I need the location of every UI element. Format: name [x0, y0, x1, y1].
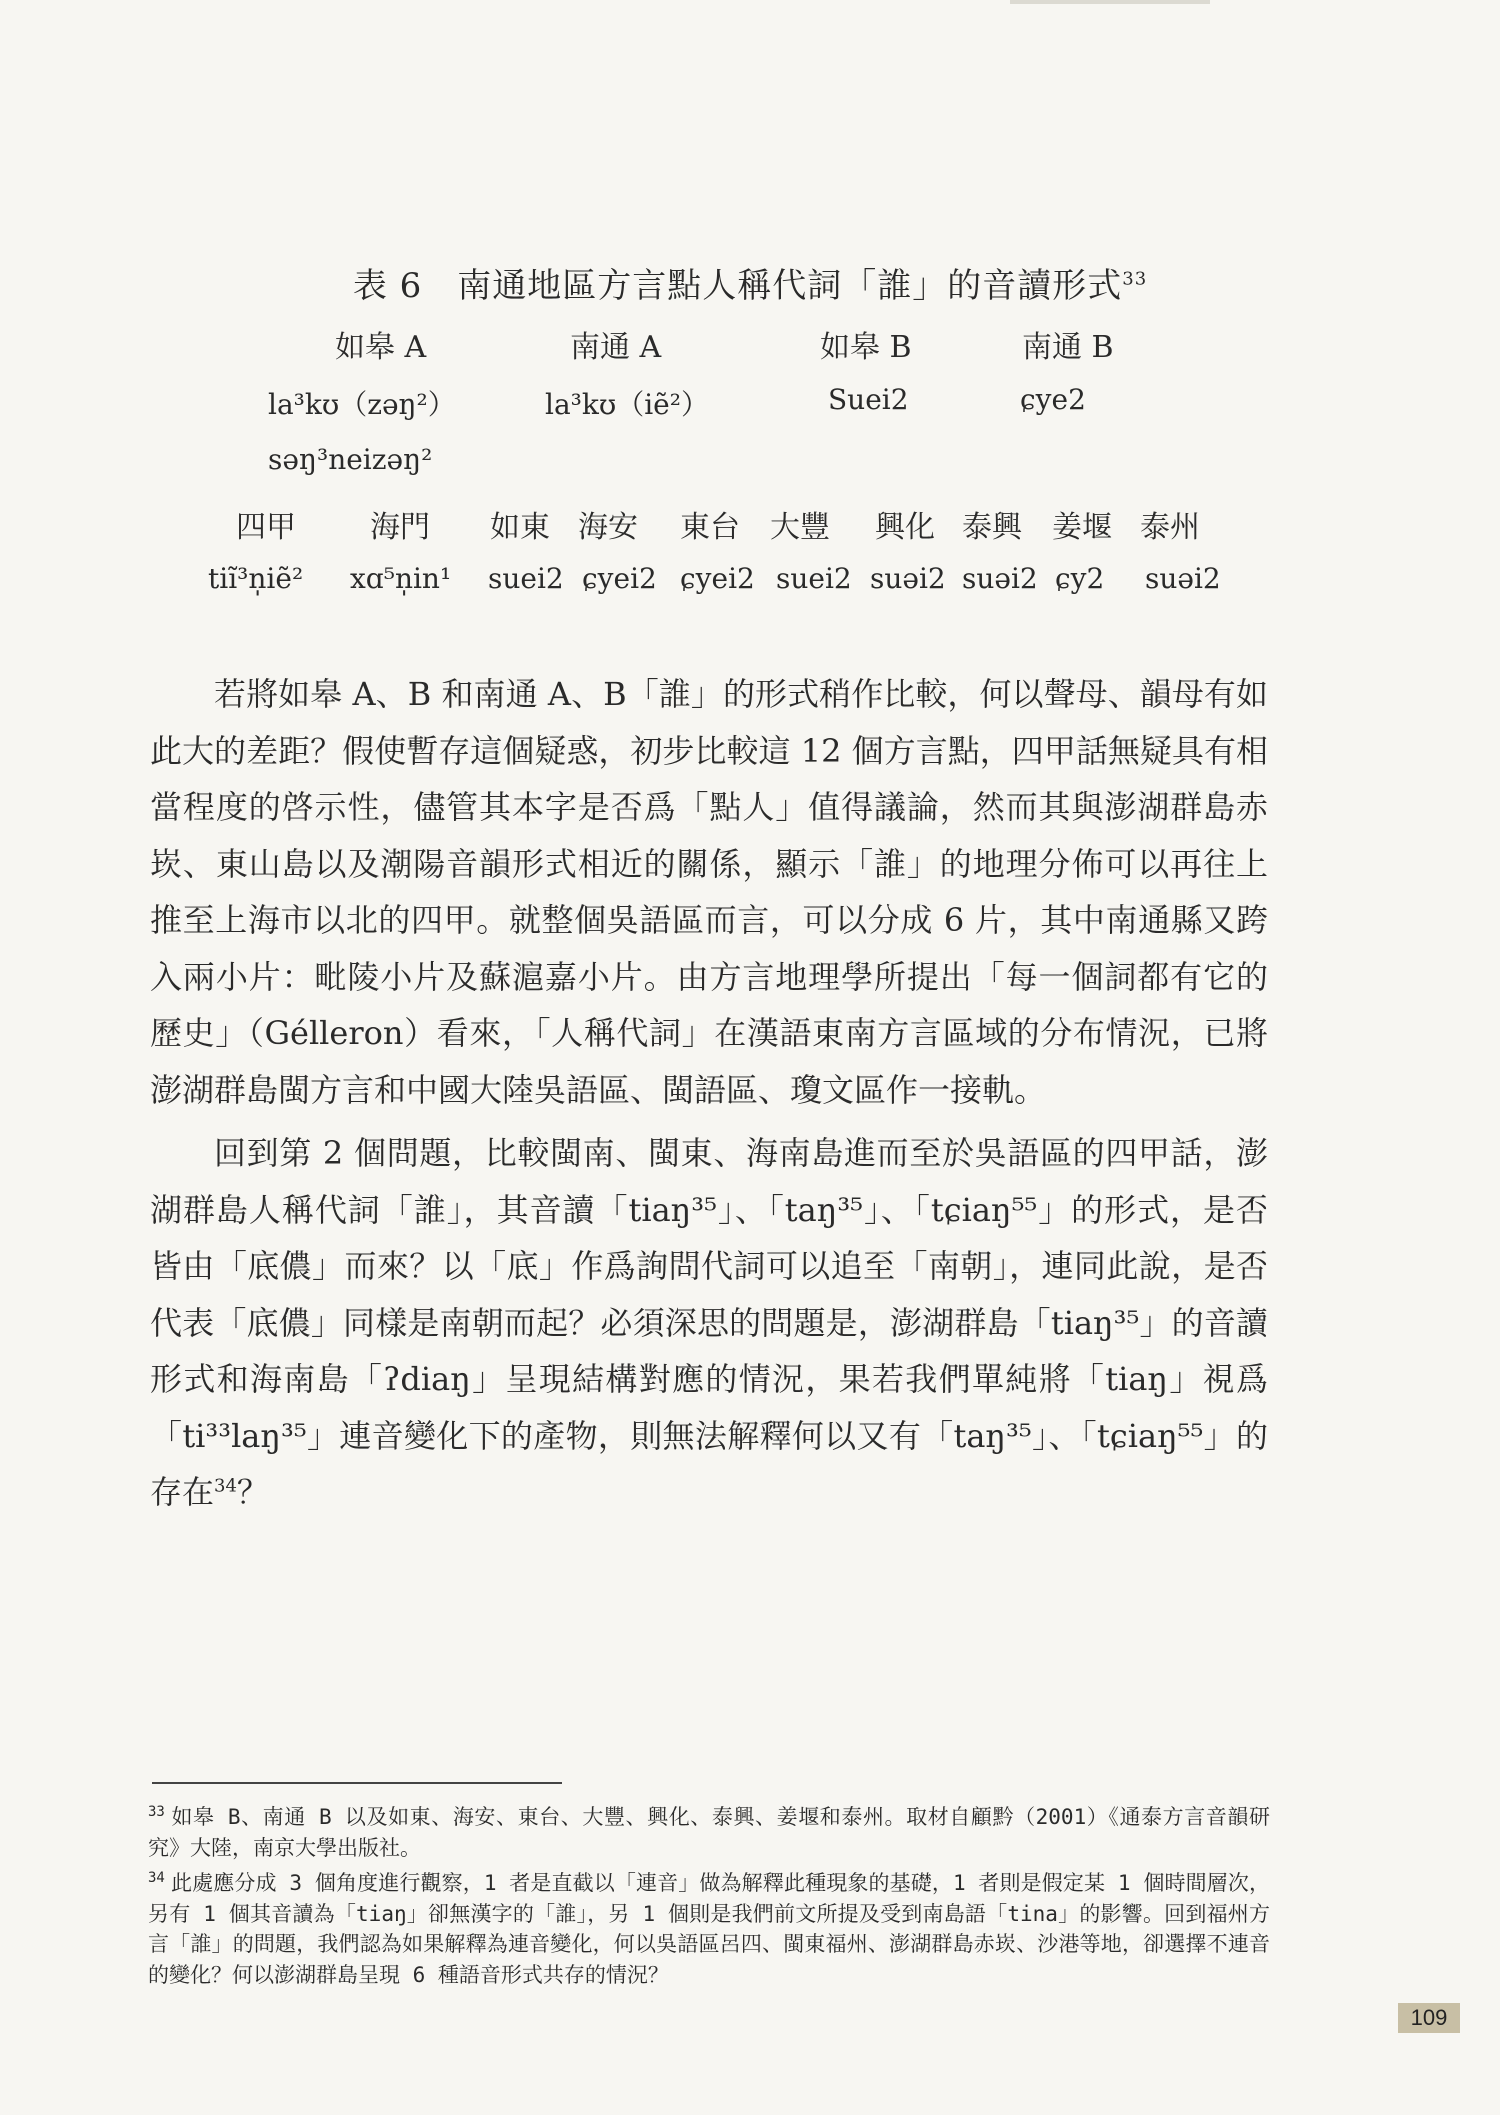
- footnote-34: [148, 1863, 1270, 1990]
- header-rudong: 如東: [490, 510, 550, 545]
- header-taixing: 泰興: [962, 510, 1022, 545]
- ipa-sijia: tiĩ³n̩iẽ²: [208, 562, 304, 595]
- ipa-taixing: suəi2: [962, 562, 1038, 595]
- footnote-33-number: 33: [148, 1804, 165, 1820]
- ipa-rugao-a: la³kʊ（zəŋ²）: [268, 388, 456, 421]
- header-xinghua: 興化: [875, 510, 935, 545]
- header-taizhou: 泰州: [1140, 510, 1200, 545]
- footnote-ref-34: 34: [214, 1475, 237, 1497]
- header-haimen: 海門: [370, 510, 430, 545]
- ipa-dafeng: suei2: [776, 562, 852, 595]
- ipa-rudong: suei2: [488, 562, 564, 595]
- footnote-34-number: 34: [148, 1870, 165, 1886]
- footnote-34-text: 此處應分成 3 個角度進行觀察，1 者是直截以「連音」做為解釋此種現象的基礎，1 者則是假定某 1 個時間層次，另有 1 個其音讀為「tiaŋ」卻無漢字的「誰」，另 1 個則是我們前文所提及受到南島語「tina」的影響。回到福州方言「誰」的問題，我們認為如果解釋為連音變化，何以吳語區呂四、閩東福州、澎湖群島赤崁、沙港等地，卻選擇不連音的變化？何以澎湖群島呈現 6 種語音形式共存的情況？: [148, 1871, 1270, 1987]
- ipa-haimen: xɑ⁵n̩in¹: [350, 562, 452, 595]
- ipa-xinghua: suəi2: [870, 562, 946, 595]
- header-haian: 海安: [578, 510, 638, 545]
- header-jiangyan: 姜堰: [1052, 510, 1112, 545]
- page-number: 109: [1398, 2003, 1460, 2033]
- ipa-rugao-b: Suei2: [828, 383, 909, 416]
- ipa-nantong-b: ɕye2: [1020, 383, 1086, 416]
- ipa-haian: ɕyei2: [582, 562, 657, 595]
- ipa-dongtai: ɕyei2: [680, 562, 755, 595]
- header-rugao-b: 如皋 B: [820, 330, 912, 365]
- body-paragraph-2: 回到第 2 個問題，比較閩南、閩東、海南島進而至於吳語區的四甲話，澎湖群島人稱代詞「誰」，其音讀「tiaŋ³⁵」、「taŋ³⁵」、「tɕiaŋ⁵⁵」的形式，是否皆由「底儂」而來？以「底」作爲詢問代詞可以追至「南朝」，連同此說，是否代表「底儂」同樣是南朝而起？必須深思的問題是，澎湖群島「tiaŋ³⁵」的音讀形式和海南島「ʔdiaŋ」呈現結構對應的情況，果若我們單純將「tiaŋ」視爲「ti³³laŋ³⁵」連音變化下的產物，則無法解釋何以又有「taŋ³⁵」、「tɕiaŋ⁵⁵」的存在$^{34}$？: [150, 1134, 1268, 1511]
- header-rugao-a: 如皋 A: [335, 330, 427, 365]
- footnote-33: [148, 1797, 1270, 1863]
- header-nantong-a: 南通 A: [570, 330, 662, 365]
- header-dongtai: 東台: [680, 510, 740, 545]
- table-title: 表 6 南通地區方言點人稱代詞「誰」的音讀形式$^{33}$: [352, 266, 1148, 306]
- header-sijia: 四甲: [236, 510, 296, 545]
- ipa-jiangyan: ɕy2: [1055, 562, 1105, 595]
- header-nantong-b: 南通 B: [1022, 330, 1114, 365]
- ipa-rugao-a-extra: səŋ³neizəŋ²: [268, 443, 433, 476]
- table-title-footnote-ref: 33: [1122, 268, 1148, 290]
- scan-edge-mark: [1010, 0, 1210, 4]
- body-paragraph-1: 若將如皋 A、B 和南通 A、B「誰」的形式稍作比較，何以聲母、韻母有如此大的差距？假使暫存這個疑惑，初步比較這 12 個方言點，四甲話無疑具有相當程度的啓示性，儘管其本字是否爲「點人」值得議論，然而其與澎湖群島赤崁、東山島以及潮陽音韻形式相近的關係，顯示「誰」的地理分佈可以再往上推至上海市以北的四甲。就整個吳語區而言，可以分成 6 片，其中南通縣又跨入兩小片：毗陵小片及蘇滬嘉小片。由方言地理學所提出「每一個詞都有它的歷史」（Gélleron）看來，「人稱代詞」在漢語東南方言區域的分布情況，已將澎湖群島閩方言和中國大陸吳語區、閩語區、瓊文區作一接軌。: [150, 675, 1268, 1109]
- ipa-taizhou: suəi2: [1145, 562, 1221, 595]
- footnote-divider: [152, 1782, 562, 1784]
- header-dafeng: 大豐: [770, 510, 830, 545]
- ipa-nantong-a: la³kʊ（iẽ²）: [545, 388, 709, 421]
- footnote-33-text: 如皋 B、南通 B 以及如東、海安、東台、大豐、興化、泰興、姜堰和泰州。取材自顧黔（2001）《通泰方言音韻研究》大陸，南京大學出版社。: [148, 1805, 1270, 1860]
